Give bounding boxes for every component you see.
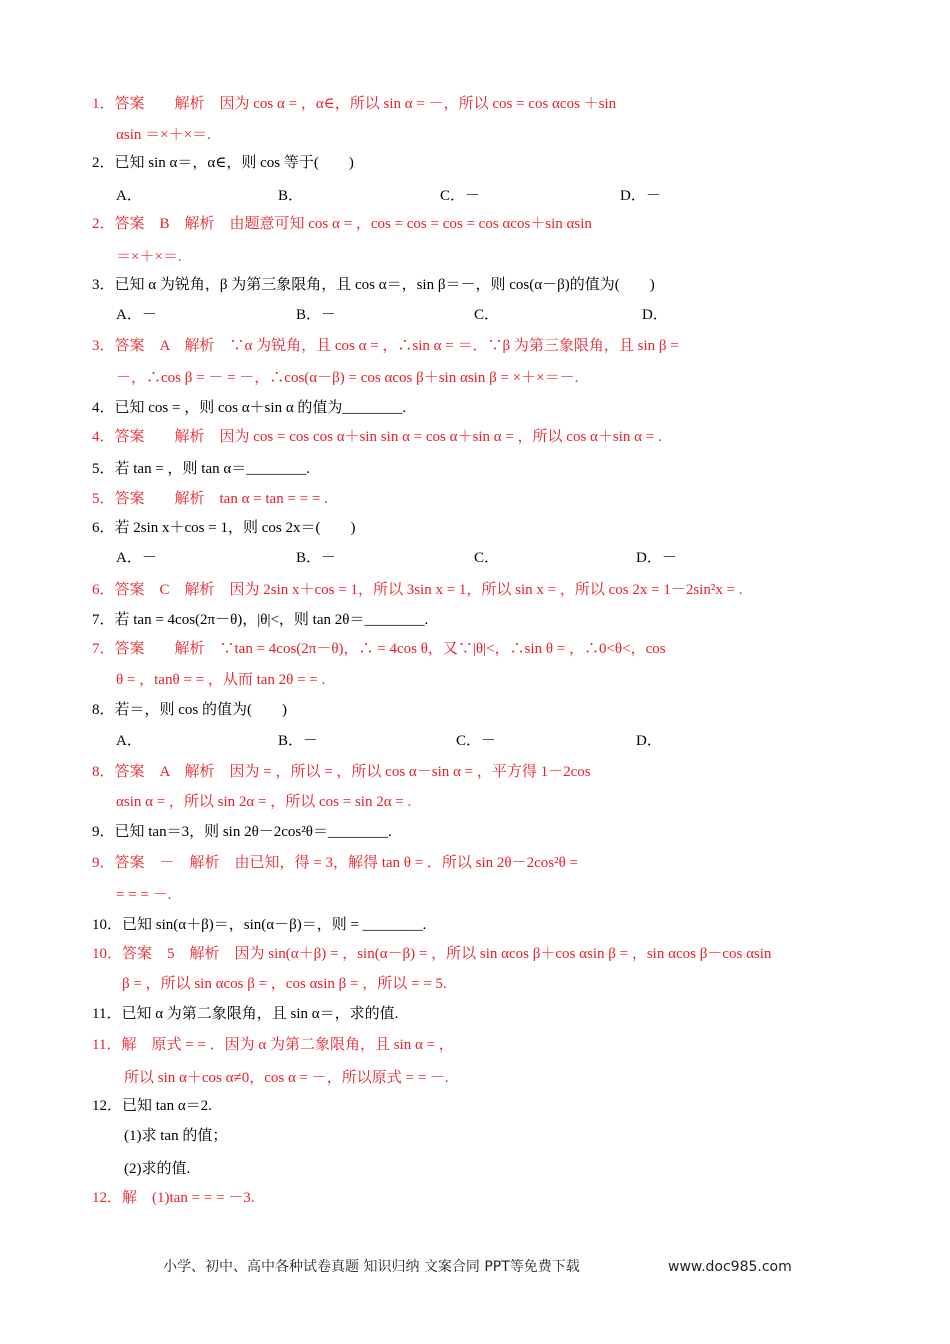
answer-7-line-2: θ = ，tanθ = = ，从而 tan 2θ = = .	[116, 672, 326, 688]
answer-8-line-2: αsin α = ，所以 sin 2α = ，所以 cos = sin 2α = .	[116, 794, 412, 810]
question-2-options	[0, 186, 950, 206]
option-a: A．	[116, 188, 142, 204]
option-d: D．－	[620, 188, 661, 204]
option-d: D．	[642, 307, 668, 323]
footer-url[interactable]: www.doc985.com	[668, 1259, 792, 1275]
page-footer	[0, 1256, 950, 1278]
answer-12: 12．解 (1)tan = = = －3.	[92, 1190, 255, 1206]
option-a: A．－	[116, 550, 157, 566]
question-12-part-2: (2)求的值.	[124, 1161, 191, 1177]
option-b: B．－	[296, 550, 337, 566]
answer-4: 4．答案 解析 因为 cos = cos cos α＋sin sin α = cos α＋sin α = ，所以 cos α＋sin α = .	[92, 429, 662, 445]
question-10: 10．已知 sin(α＋β)＝，sin(α－β)＝，则 = ________.	[92, 917, 427, 933]
question-8-options	[0, 731, 950, 751]
answer-8-line-1: 8．答案 A 解析 因为 = ，所以 = ，所以 cos α－sin α = ，平方得 1－2cos	[92, 764, 591, 780]
option-c: C．－	[456, 733, 497, 749]
answer-1-line-1: 1．答案 解析 因为 cos α = ，α∈，所以 sin α = －，所以 cos = cos αcos ＋sin	[92, 96, 617, 112]
question-8: 8．若＝，则 cos 的值为( )	[92, 702, 287, 718]
question-7: 7．若 tan = 4cos(2π－θ)，|θ|<，则 tan 2θ＝________.	[92, 612, 429, 628]
option-c: C．	[474, 307, 500, 323]
option-b: B．－	[296, 307, 337, 323]
question-3-options	[0, 305, 950, 325]
option-b: B．	[278, 188, 304, 204]
question-4: 4．已知 cos = ，则 cos α＋sin α 的值为________.	[92, 400, 407, 416]
option-b: B．－	[278, 733, 319, 749]
answer-2-line-1: 2．答案 B 解析 由题意可知 cos α = ，cos = cos = cos = cos αcos＋sin αsin	[92, 216, 592, 232]
option-d: D．	[636, 733, 662, 749]
question-9: 9．已知 tan＝3，则 sin 2θ－2cos²θ＝________.	[92, 824, 392, 840]
option-c: C．－	[440, 188, 481, 204]
answer-2-line-2: ＝×＋×＝.	[116, 249, 182, 265]
answer-9-line-1: 9．答案 － 解析 由已知，得 = 3，解得 tan θ = ．所以 sin 2θ－2cos²θ =	[92, 855, 579, 871]
question-6-options	[0, 548, 950, 568]
answer-11-line-2: 所以 sin α＋cos α≠0，cos α = －，所以原式 = = －.	[124, 1070, 449, 1086]
answer-1-line-2: αsin ＝×＋×＝.	[116, 127, 211, 143]
question-5: 5．若 tan = ，则 tan α＝________.	[92, 461, 310, 477]
answer-7-line-1: 7．答案 解析 ∵tan = 4cos(2π－θ)，∴ = 4cos θ，又∵|θ|<，∴sin θ = ，∴0<θ<，cos	[92, 641, 666, 657]
answer-10-line-1: 10．答案 5 解析 因为 sin(α＋β) = ，sin(α－β) = ，所以 sin αcos β＋cos αsin β = ，sin αcos β－cos αsin	[92, 946, 772, 962]
answer-5: 5．答案 解析 tan α = tan = = = .	[92, 491, 328, 507]
option-a: A．－	[116, 307, 157, 323]
question-3: 3．已知 α 为锐角，β 为第三象限角，且 cos α＝，sin β＝－，则 cos(α－β)的值为( )	[92, 277, 655, 293]
answer-10-line-2: β = ，所以 sin αcos β = ，cos αsin β = ，所以 = = 5.	[122, 976, 447, 992]
answer-9-line-2: = = = －.	[116, 887, 172, 903]
answer-6: 6．答案 C 解析 因为 2sin x＋cos = 1，所以 3sin x = 1，所以 sin x = ，所以 cos 2x = 1－2sin²x = .	[92, 582, 743, 598]
answer-11-line-1: 11．解 原式 = = ．因为 α 为第二象限角，且 sin α = ，	[92, 1037, 454, 1053]
footer-text: 小学、初中、高中各种试卷真题 知识归纳 文案合同 PPT等免费下载	[163, 1259, 580, 1275]
question-6: 6．若 2sin x＋cos = 1，则 cos 2x＝( )	[92, 520, 356, 536]
answer-3-line-2: －，∴cos β = － = －，∴cos(α－β) = cos αcos β＋sin αsin β = ×＋×＝－.	[116, 370, 579, 386]
option-a: A．	[116, 733, 142, 749]
option-d: D．－	[636, 550, 677, 566]
question-12-part-1: (1)求 tan 的值；	[124, 1128, 228, 1144]
answer-3-line-1: 3．答案 A 解析 ∵α 为锐角，且 cos α = ，∴sin α = ＝．∵β 为第三象限角，且 sin β =	[92, 338, 679, 354]
option-c: C．	[474, 550, 500, 566]
question-12: 12．已知 tan α＝2.	[92, 1098, 212, 1114]
question-11: 11．已知 α 为第二象限角，且 sin α＝，求的值.	[92, 1006, 399, 1022]
question-2: 2．已知 sin α＝，α∈，则 cos 等于( )	[92, 155, 354, 171]
